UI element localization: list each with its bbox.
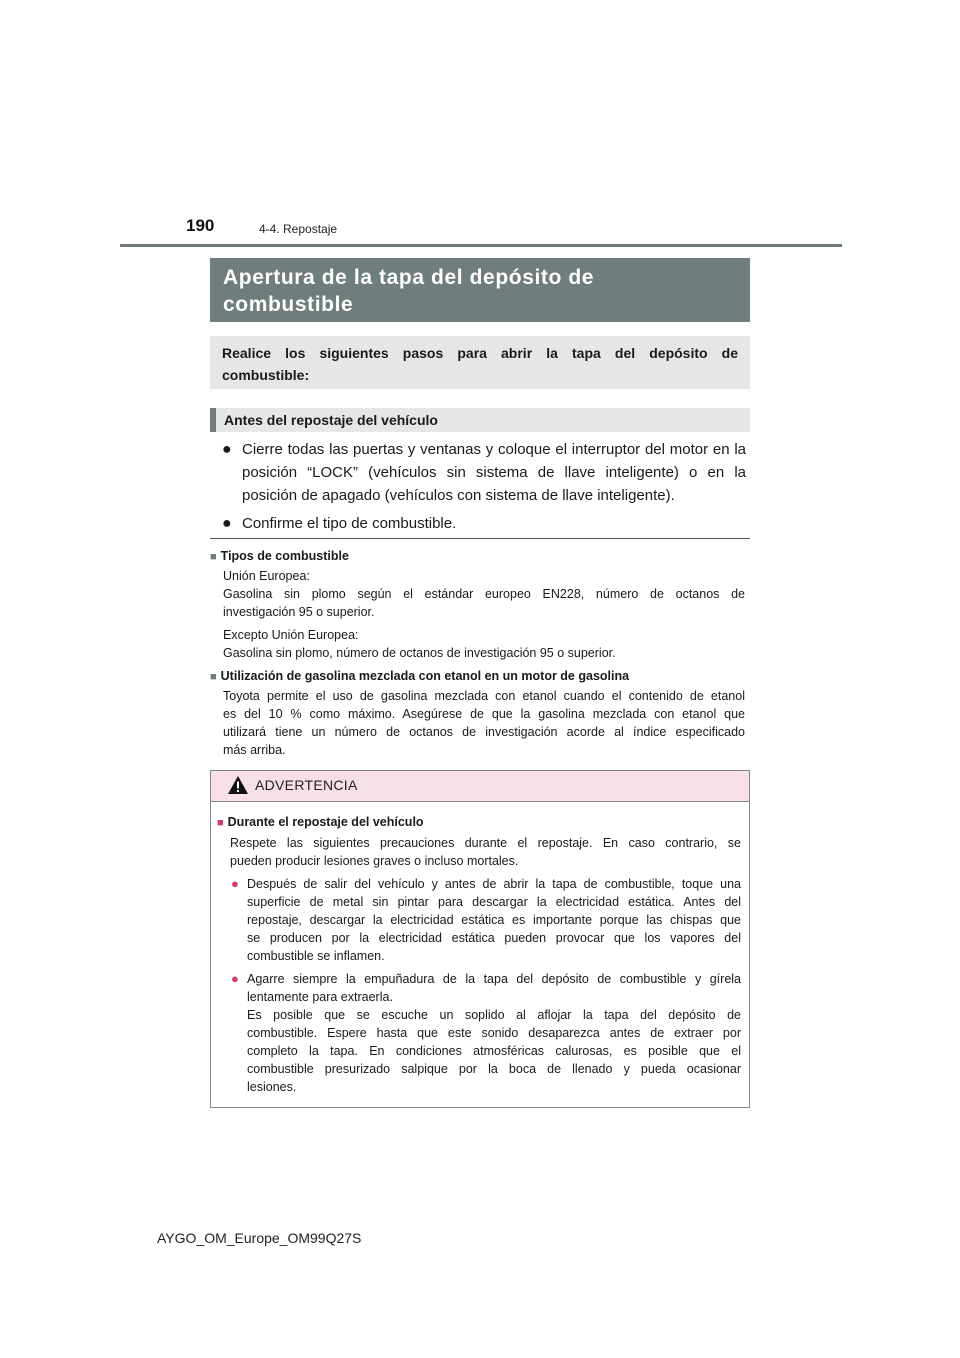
note-paragraph — [210, 687, 745, 759]
square-bullet-icon: ■ — [210, 551, 217, 563]
warning-intro — [217, 834, 741, 870]
note-line: utilizará tiene un número de octanos de investigación acorde al índice especificado — [223, 725, 745, 739]
note-heading — [210, 547, 745, 566]
warning-heading-text: Durante el repostaje del vehículo — [227, 815, 424, 829]
warning-line: Respete las siguientes precauciones durante el repostaje. En caso contrario, se — [230, 836, 741, 850]
page-title-line-2: combustible — [223, 293, 354, 316]
bullet-dot-icon: ● — [231, 876, 239, 891]
list-item — [222, 438, 746, 507]
warning-line: combustible. Espere hasta que este sonido desaparezca antes de extraer por — [247, 1026, 741, 1040]
note-line: Toyota permite el uso de gasolina mezclada con etanol cuando el contenido de etanol — [223, 689, 745, 703]
bullet-dot-icon: ● — [222, 441, 232, 458]
note-heading-text: Utilización de gasolina mezclada con etanol en un motor de gasolina — [220, 669, 630, 683]
warning-header — [211, 771, 749, 802]
note-heading — [210, 667, 745, 686]
section-divider — [210, 538, 750, 539]
warning-line: repostaje, descargar la electricidad estática es importante porque las chispas que — [247, 913, 741, 927]
bullet-dot-icon: ● — [231, 971, 239, 986]
warning-line: combustible se inflamen. — [247, 949, 385, 963]
note-heading-text: Tipos de combustible — [220, 549, 349, 563]
warning-line: pueden producir lesiones graves o incluso mortales. — [230, 854, 519, 868]
square-bullet-icon: ■ — [217, 817, 224, 829]
bullet-text: posición de apagado (vehículos con sistema de llave inteligente). — [242, 487, 675, 504]
intro-line-1: Realice los siguientes pasos para abrir la tapa del depósito de — [222, 345, 738, 361]
header-rule — [120, 244, 842, 247]
warning-box — [210, 770, 750, 1108]
intro-line-2: combustible: — [222, 367, 310, 383]
warning-line: completo la tapa. En condiciones atmosféricas calurosas, es posible que el — [247, 1044, 741, 1058]
note-line: Excepto Unión Europea: — [223, 628, 359, 642]
intro-box — [210, 336, 750, 389]
warning-heading — [217, 813, 741, 832]
warning-list-item — [217, 875, 741, 965]
notes-section — [210, 547, 745, 764]
warning-line: combustible presurizado salpique por la boca de llenado y pueda ocasionar — [247, 1062, 741, 1076]
note-line: investigación 95 o superior. — [223, 605, 375, 619]
note-paragraph — [210, 626, 745, 662]
warning-body — [211, 802, 749, 1096]
warning-line: se producen por la electricidad estática pueden provocar que los vapores del — [247, 931, 741, 945]
subheading: Antes del repostaje del vehículo — [210, 408, 750, 432]
document-code: AYGO_OM_Europe_OM99Q27S — [157, 1230, 362, 1246]
note-line: más arriba. — [223, 743, 286, 757]
bullet-text: posición “LOCK” (vehículos sin sistema de llave inteligente) o en la — [242, 464, 746, 481]
warning-title: ADVERTENCIA — [255, 777, 358, 793]
note-line: es del 10 % como máximo. Asegúrese de que la gasolina mezclada con etanol que — [223, 707, 745, 721]
bullet-text: Cierre todas las puertas y ventanas y coloque el interruptor del motor en la — [242, 441, 746, 458]
warning-line: Agarre siempre la empuñadura de la tapa del depósito de combustible y gírela — [247, 972, 741, 986]
square-bullet-icon: ■ — [210, 671, 217, 683]
page-number: 190 — [186, 216, 215, 235]
warning-line: lesiones. — [247, 1080, 297, 1094]
bullet-dot-icon: ● — [222, 515, 232, 532]
warning-line: superficie de metal sin pintar para descargar la electricidad estática. Antes del — [247, 895, 741, 909]
warning-line: Es posible que se escuche un soplido al aflojar la tapa del depósito de — [247, 1008, 741, 1022]
page-title-line-1: Apertura de la tapa del depósito de — [223, 266, 595, 289]
note-paragraph — [210, 567, 745, 621]
warning-triangle-icon — [227, 775, 249, 795]
bullet-text: Confirme el tipo de combustible. — [242, 515, 457, 532]
note-line: Gasolina sin plomo, número de octanos de investigación 95 o superior. — [223, 646, 616, 660]
list-item — [222, 512, 746, 535]
bullet-list — [222, 438, 746, 540]
note-line: Unión Europea: — [223, 569, 310, 583]
warning-line: Después de salir del vehículo y antes de abrir la tapa de combustible, toque una — [247, 877, 741, 891]
note-line: Gasolina sin plomo según el estándar europeo EN228, número de octanos de — [223, 587, 745, 601]
page-title — [210, 258, 750, 322]
warning-list-item — [217, 970, 741, 1096]
section-label: 4-4. Repostaje — [259, 222, 338, 236]
warning-line: lentamente para extraerla. — [247, 990, 393, 1004]
